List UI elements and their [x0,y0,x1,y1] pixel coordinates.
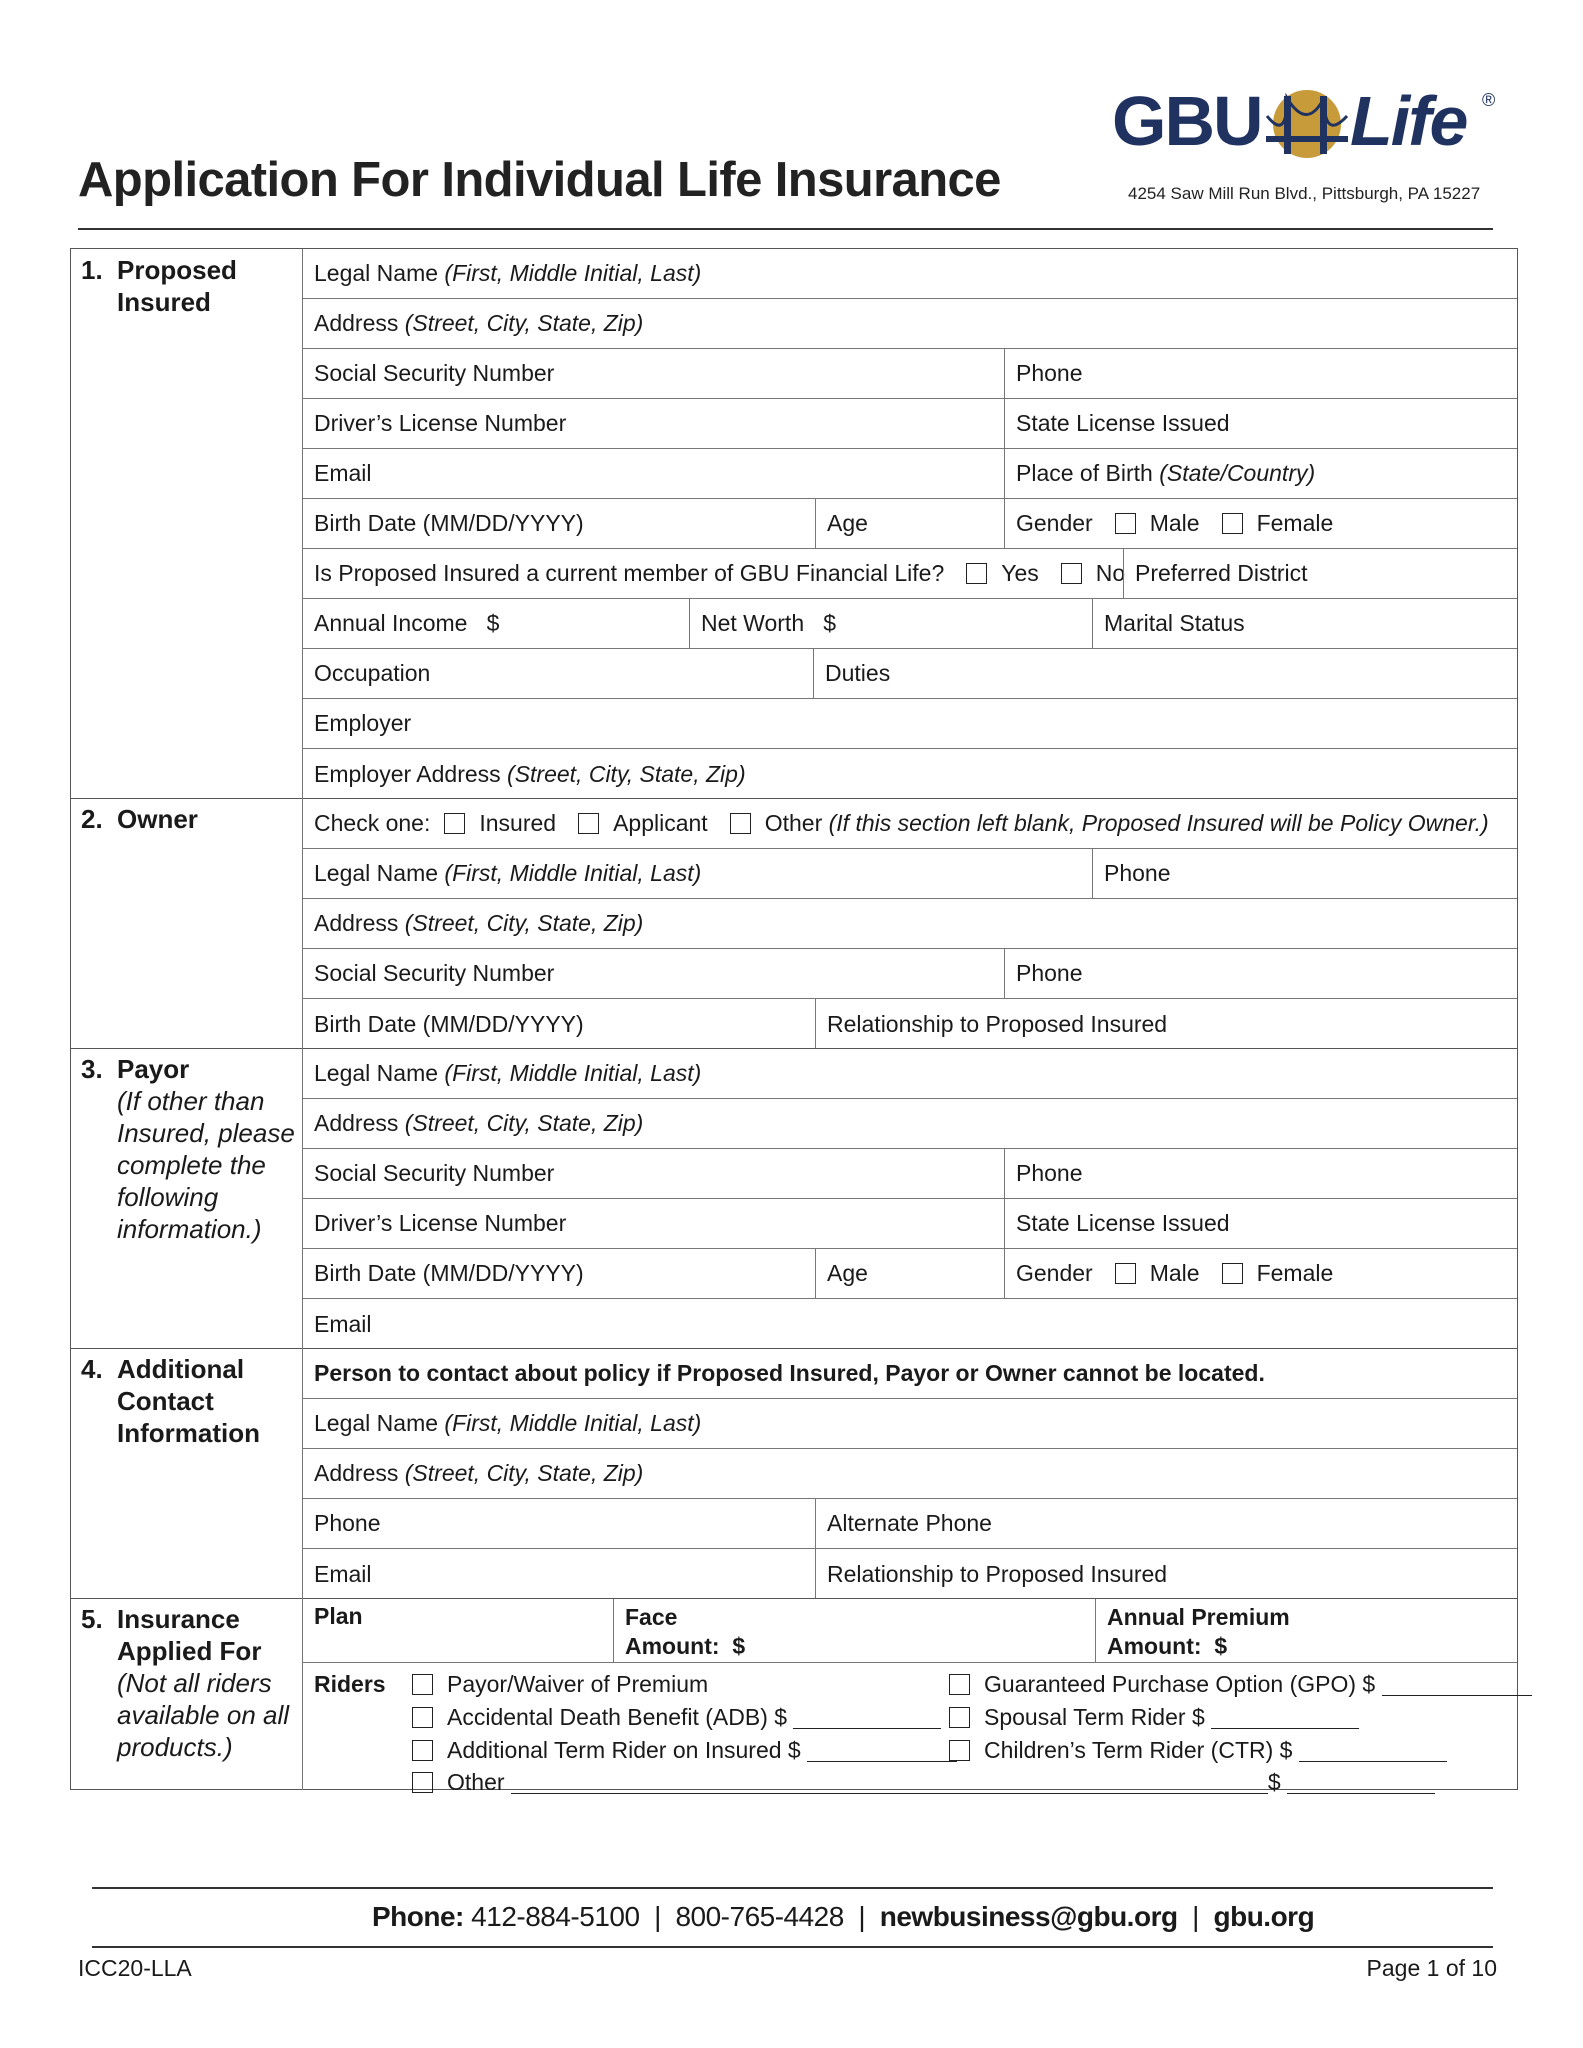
s1-age-field[interactable]: Age [815,499,1004,548]
s3-row-dl [303,1199,1517,1249]
s3-dl-field[interactable]: Driver’s License Number [314,1210,567,1236]
s4-row-instruction [303,1349,1517,1399]
page-number: Page 1 of 10 [1366,1955,1497,1981]
rider-spousal: Spousal Term Rider $ [949,1704,1359,1731]
section-2-label: 2. Owner [71,798,303,1048]
s2-row-address [303,899,1517,949]
s3-row-address [303,1099,1517,1149]
s1-male-checkbox[interactable] [1115,513,1136,534]
logo-text-life: Life [1350,82,1467,160]
rider-other-description[interactable] [511,1771,1268,1794]
s2-birth-field[interactable]: Birth Date (MM/DD/YYYY) [314,1010,584,1037]
s2-address-field[interactable]: Address (Street, City, State, Zip) [314,910,644,936]
rider-additional-term: Additional Term Rider on Insured $ [412,1737,957,1764]
s1-row-birth [303,499,1517,549]
rider-additional-term-checkbox[interactable] [412,1740,433,1761]
s1-email-field[interactable]: Email [314,460,372,486]
s2-row-ssn [303,949,1517,999]
s1-member-question: Is Proposed Insured a current member of GBU Financial Life? Yes No [314,560,1126,586]
s3-row-birth [303,1249,1517,1299]
footer-contact: Phone: 412-884-5100 | 800-765-4428 | newbusiness@gbu.org | gbu.org [372,1901,1315,1932]
s4-row-email [303,1549,1517,1599]
rider-gpo-amount[interactable] [1382,1673,1532,1696]
rider-other-amount[interactable] [1287,1771,1435,1794]
s2-insured-checkbox[interactable] [444,813,465,834]
riders-label: Riders [314,1671,386,1697]
s1-occupation-field[interactable]: Occupation [314,660,431,686]
s1-legal-name-field[interactable]: Legal Name (First, Middle Initial, Last) [314,260,702,286]
rider-adb-amount[interactable] [793,1706,941,1729]
s1-row-occupation [303,649,1517,699]
rider-children-term-amount[interactable] [1299,1739,1447,1762]
rider-other-checkbox[interactable] [412,1772,433,1793]
section-5-label: 5. Insurance Applied For (Not all riders available on all products.) [71,1598,303,1790]
s3-ssn-field[interactable]: Social Security Number [314,1160,555,1186]
s5-row-plan [303,1599,1517,1663]
section-1-label: 1. Proposed Insured [71,249,303,798]
s1-address-field[interactable]: Address (Street, City, State, Zip) [314,310,644,336]
rider-payor-waiver: Payor/Waiver of Premium [412,1671,708,1698]
s5-annual-premium-field[interactable]: Annual Premium Amount: $ [1095,1599,1517,1662]
header-divider [78,228,1493,230]
s3-row-ssn [303,1149,1517,1199]
s4-phone-field[interactable]: Phone [314,1510,381,1536]
s4-alt-phone-field[interactable]: Alternate Phone [815,1499,1517,1548]
registered-mark: ® [1482,90,1496,110]
s1-row-employer [303,699,1517,749]
s2-phone2-field[interactable]: Phone [1004,949,1517,998]
s1-employer-field[interactable]: Employer [314,710,412,736]
s2-phone-field[interactable]: Phone [1092,849,1517,898]
s5-face-amount-field[interactable]: Face Amount: $ [613,1599,1095,1662]
rider-children-term: Children’s Term Rider (CTR) $ [949,1737,1447,1764]
s4-row-phone [303,1499,1517,1549]
s3-row-email [303,1299,1517,1349]
footer-website-link[interactable]: gbu.org [1213,1901,1315,1932]
s2-legal-name-field[interactable]: Legal Name (First, Middle Initial, Last) [314,860,702,886]
page-title: Application For Individual Life Insurance [78,153,1001,207]
s3-phone-field[interactable]: Phone [1004,1149,1517,1198]
s3-birth-field[interactable]: Birth Date (MM/DD/YYYY) [314,1260,584,1286]
s3-male-checkbox[interactable] [1115,1263,1136,1284]
s2-ssn-field[interactable]: Social Security Number [314,960,555,986]
s1-row-member [303,549,1517,599]
s1-state-issued-field[interactable]: State License Issued [1004,399,1517,448]
s1-birth-field[interactable]: Birth Date (MM/DD/YYYY) [314,510,584,536]
s1-row-employer-address [303,749,1517,799]
s2-row-birth [303,999,1517,1049]
s1-member-no-checkbox[interactable] [1061,563,1082,584]
s4-row-name [303,1399,1517,1449]
rider-other: Other $ [412,1769,1435,1796]
s3-row-name [303,1049,1517,1099]
s1-net-worth-field[interactable]: Net Worth $ [689,599,1092,648]
section-3-label: 3. Payor (If other than Insured, please complete the following information.) [71,1048,303,1348]
s4-address-field[interactable]: Address (Street, City, State, Zip) [314,1460,644,1486]
s1-row-email [303,449,1517,499]
s1-district-field[interactable]: Preferred District [1123,549,1517,598]
footer-divider-top [92,1887,1493,1889]
logo-text-gbu: GBU [1112,82,1262,160]
s1-employer-address-field[interactable]: Employer Address (Street, City, State, Zip) [314,760,746,787]
footer-divider-bottom [92,1946,1493,1948]
company-logo [1112,82,1507,216]
s2-relationship-field[interactable]: Relationship to Proposed Insured [815,999,1517,1049]
s4-instruction: Person to contact about policy if Proposed Insured, Payor or Owner cannot be located. [314,1360,1265,1386]
bridge-icon [1262,86,1352,166]
s3-legal-name-field[interactable]: Legal Name (First, Middle Initial, Last) [314,1060,702,1086]
s2-other-checkbox[interactable] [730,813,751,834]
s4-legal-name-field[interactable]: Legal Name (First, Middle Initial, Last) [314,1410,702,1436]
footer-email-link[interactable]: newbusiness@gbu.org [879,1901,1178,1932]
s3-address-field[interactable]: Address (Street, City, State, Zip) [314,1110,644,1136]
s1-row-address [303,299,1517,349]
footer-phone-1[interactable]: 412-884-5100 [471,1901,640,1932]
s3-gender-field: Gender Male Female [1004,1249,1517,1298]
rider-adb: Accidental Death Benefit (ADB) $ [412,1704,941,1731]
s5-plan-field[interactable]: Plan [314,1603,363,1629]
rider-payor-waiver-checkbox[interactable] [412,1674,433,1695]
s1-row-name [303,249,1517,299]
rider-spousal-amount[interactable] [1211,1706,1359,1729]
footer-phone-2[interactable]: 800-765-4428 [675,1901,844,1932]
s1-female-checkbox[interactable] [1222,513,1243,534]
s1-ssn-field[interactable]: Social Security Number [314,360,555,386]
s4-relationship-field[interactable]: Relationship to Proposed Insured [815,1549,1517,1599]
s1-marital-field[interactable]: Marital Status [1092,599,1517,648]
s5-riders [303,1663,1517,1795]
s1-phone-field[interactable]: Phone [1004,349,1517,398]
s1-row-income [303,599,1517,649]
rider-gpo: Guaranteed Purchase Option (GPO) $ [949,1671,1532,1698]
s4-row-address [303,1449,1517,1499]
s1-duties-field[interactable]: Duties [813,649,1517,698]
rider-gpo-checkbox[interactable] [949,1674,970,1695]
s1-income-field[interactable]: Annual Income $ [314,610,500,636]
application-form [70,248,1518,1795]
s3-female-checkbox[interactable] [1222,1263,1243,1284]
s1-member-yes-checkbox[interactable] [966,563,987,584]
rider-children-term-checkbox[interactable] [949,1740,970,1761]
s4-email-field[interactable]: Email [314,1560,372,1587]
s2-owner-check: Check one: Insured Applicant Other (If this section left blank, Proposed Insured will be Policy Owner.) [314,810,1489,836]
s2-applicant-checkbox[interactable] [578,813,599,834]
section-4-label: 4. Additional Contact Information [71,1348,303,1598]
s1-row-dl [303,399,1517,449]
s1-row-ssn [303,349,1517,399]
rider-spousal-checkbox[interactable] [949,1707,970,1728]
s2-row-name [303,849,1517,899]
s1-pob-field[interactable]: Place of Birth (State/Country) [1004,449,1517,498]
rider-adb-checkbox[interactable] [412,1707,433,1728]
s3-email-field[interactable]: Email [314,1310,372,1337]
s3-age-field[interactable]: Age [815,1249,1004,1298]
rider-additional-term-amount[interactable] [807,1739,957,1762]
company-address: 4254 Saw Mill Run Blvd., Pittsburgh, PA 15227 [1128,184,1481,203]
s3-state-issued-field[interactable]: State License Issued [1004,1199,1517,1248]
s1-dl-field[interactable]: Driver’s License Number [314,410,567,436]
form-id: ICC20-LLA [78,1955,192,1981]
s1-gender-field: Gender Male Female [1004,499,1517,548]
s2-row-check [303,799,1517,849]
